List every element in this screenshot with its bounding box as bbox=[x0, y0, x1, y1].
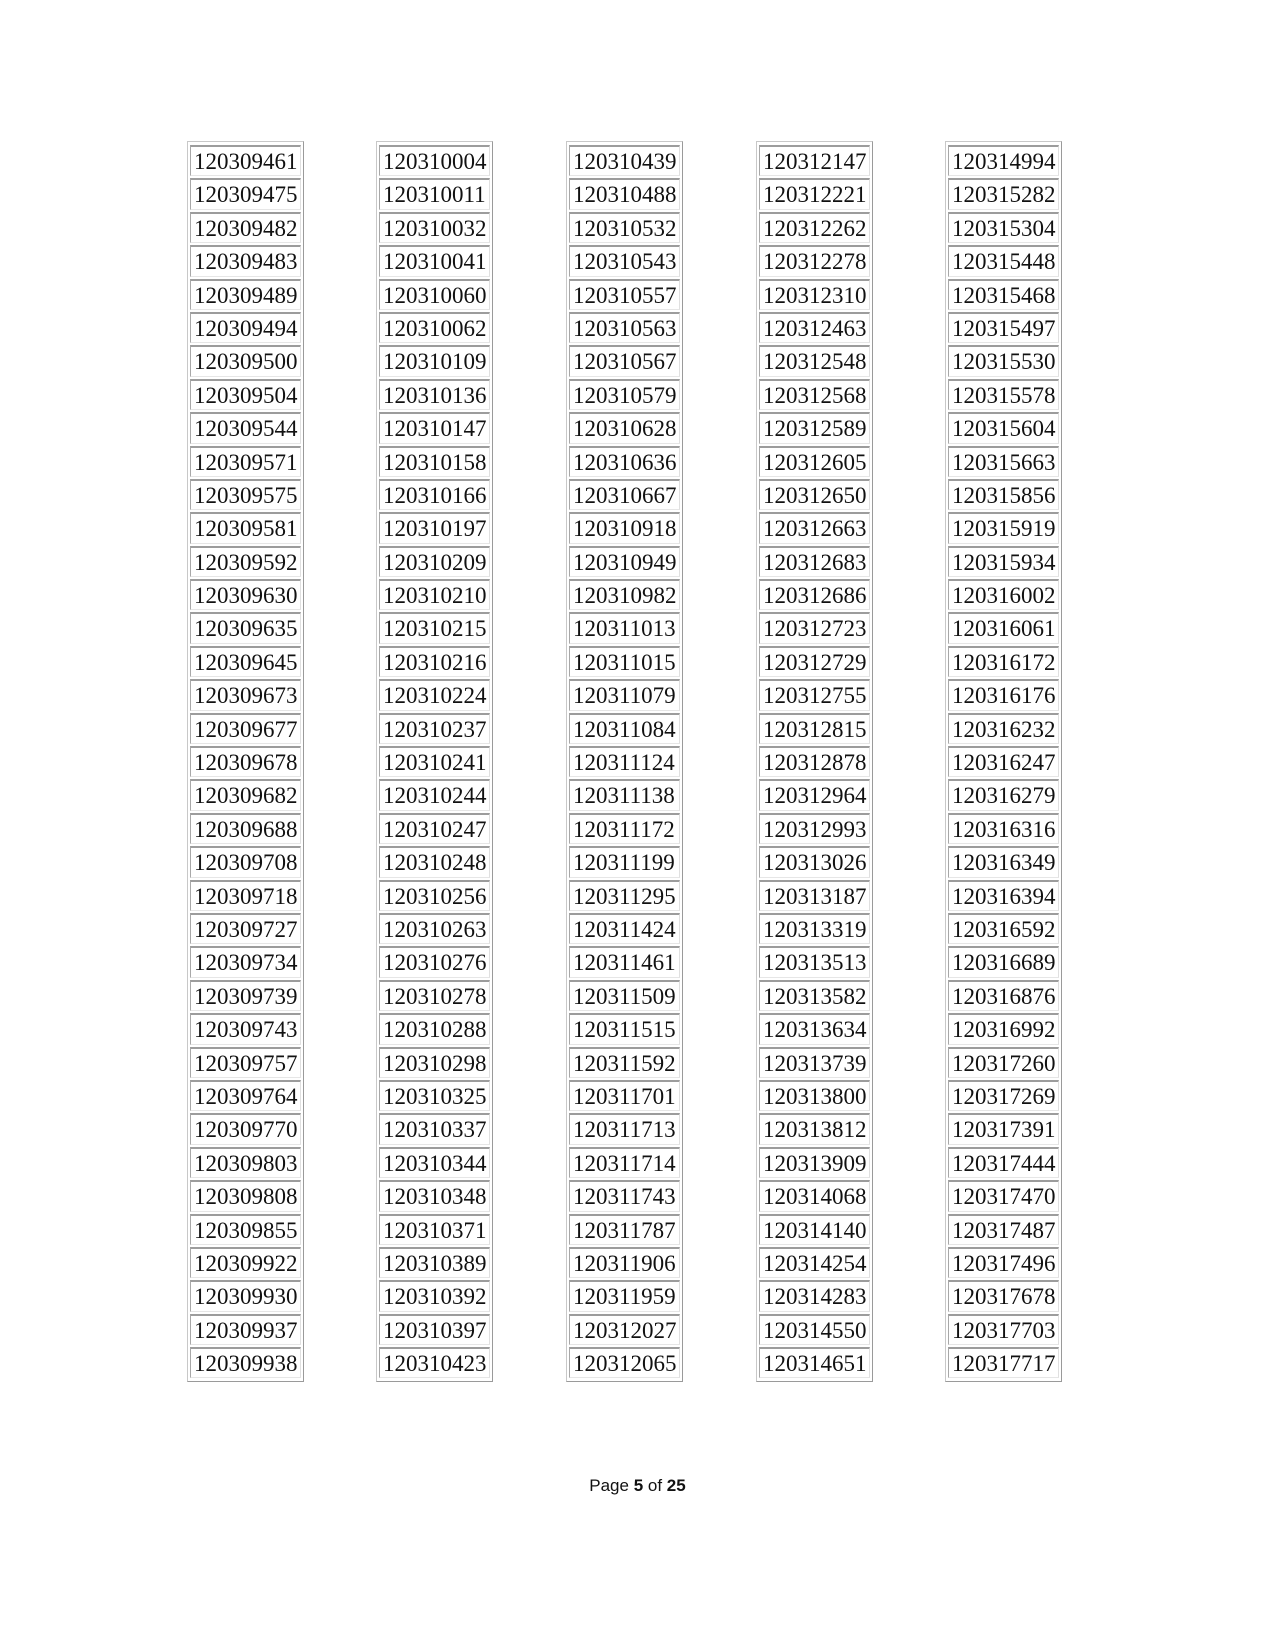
table-cell: 120310158 bbox=[379, 446, 490, 477]
table-cell: 120316876 bbox=[948, 980, 1059, 1011]
number-table-column-3 bbox=[566, 141, 683, 1382]
table-cell: 120316232 bbox=[948, 713, 1059, 744]
table-cell: 120310276 bbox=[379, 946, 490, 977]
table-cell: 120313800 bbox=[759, 1080, 870, 1111]
table-cell: 120310197 bbox=[379, 512, 490, 543]
table-cell: 120314651 bbox=[759, 1347, 870, 1378]
table-cell: 120309673 bbox=[190, 679, 301, 710]
table-cell: 120315578 bbox=[948, 379, 1059, 410]
table-cell: 120312993 bbox=[759, 813, 870, 844]
table-cell: 120309718 bbox=[190, 880, 301, 911]
table-cell: 120311295 bbox=[569, 880, 680, 911]
table-cell: 120315919 bbox=[948, 512, 1059, 543]
table-cell: 120310567 bbox=[569, 345, 680, 376]
table-cell: 120309922 bbox=[190, 1247, 301, 1278]
table-cell: 120315856 bbox=[948, 479, 1059, 510]
table-cell: 120316002 bbox=[948, 579, 1059, 610]
table-cell: 120311592 bbox=[569, 1047, 680, 1078]
table-cell: 120316061 bbox=[948, 612, 1059, 643]
table-cell: 120315497 bbox=[948, 312, 1059, 343]
table-cell: 120312815 bbox=[759, 713, 870, 744]
table-cell: 120310543 bbox=[569, 245, 680, 276]
table-cell: 120312663 bbox=[759, 512, 870, 543]
table-cell: 120314140 bbox=[759, 1214, 870, 1245]
table-cell: 120309475 bbox=[190, 178, 301, 209]
table-cell: 120310532 bbox=[569, 212, 680, 243]
table-cell: 120310628 bbox=[569, 412, 680, 443]
table-cell: 120309764 bbox=[190, 1080, 301, 1111]
current-page-number: 5 bbox=[633, 1476, 644, 1495]
table-cell: 120316689 bbox=[948, 946, 1059, 977]
table-cell: 120312262 bbox=[759, 212, 870, 243]
table-cell: 120309757 bbox=[190, 1047, 301, 1078]
table-cell: 120309727 bbox=[190, 913, 301, 944]
table-cell: 120309803 bbox=[190, 1147, 301, 1178]
table-cell: 120309708 bbox=[190, 846, 301, 877]
table-cell: 120316349 bbox=[948, 846, 1059, 877]
page-label: Page bbox=[589, 1476, 634, 1495]
table-cell: 120310557 bbox=[569, 279, 680, 310]
table-cell: 120310337 bbox=[379, 1113, 490, 1144]
table-cell: 120311701 bbox=[569, 1080, 680, 1111]
table-cell: 120317703 bbox=[948, 1314, 1059, 1345]
table-cell: 120313812 bbox=[759, 1113, 870, 1144]
table-cell: 120316172 bbox=[948, 646, 1059, 677]
table-cell: 120313187 bbox=[759, 880, 870, 911]
table-cell: 120311138 bbox=[569, 779, 680, 810]
table-cell: 120312683 bbox=[759, 546, 870, 577]
table-cell: 120309500 bbox=[190, 345, 301, 376]
table-cell: 120316316 bbox=[948, 813, 1059, 844]
table-cell: 120312723 bbox=[759, 612, 870, 643]
table-cell: 120312027 bbox=[569, 1314, 680, 1345]
table-cell: 120309739 bbox=[190, 980, 301, 1011]
table-cell: 120309581 bbox=[190, 512, 301, 543]
table-cell: 120317260 bbox=[948, 1047, 1059, 1078]
table-cell: 120310004 bbox=[379, 145, 490, 176]
table-cell: 120309688 bbox=[190, 813, 301, 844]
table-cell: 120310348 bbox=[379, 1180, 490, 1211]
table-cell: 120309571 bbox=[190, 446, 301, 477]
table-cell: 120310011 bbox=[379, 178, 490, 209]
table-cell: 120317269 bbox=[948, 1080, 1059, 1111]
table-cell: 120311743 bbox=[569, 1180, 680, 1211]
table-cell: 120311906 bbox=[569, 1247, 680, 1278]
table-cell: 120310210 bbox=[379, 579, 490, 610]
table-cell: 120310423 bbox=[379, 1347, 490, 1378]
number-table-column-5 bbox=[945, 141, 1062, 1382]
table-cell: 120310032 bbox=[379, 212, 490, 243]
table-cell: 120310060 bbox=[379, 279, 490, 310]
table-cell: 120310439 bbox=[569, 145, 680, 176]
table-cell: 120315468 bbox=[948, 279, 1059, 310]
table-cell: 120313739 bbox=[759, 1047, 870, 1078]
table-cell: 120312147 bbox=[759, 145, 870, 176]
table-cell: 120310949 bbox=[569, 546, 680, 577]
table-cell: 120309937 bbox=[190, 1314, 301, 1345]
table-cell: 120310371 bbox=[379, 1214, 490, 1245]
table-cell: 120311013 bbox=[569, 612, 680, 643]
table-cell: 120316279 bbox=[948, 779, 1059, 810]
table-cell: 120311959 bbox=[569, 1280, 680, 1311]
table-cell: 120317496 bbox=[948, 1247, 1059, 1278]
table-cell: 120313026 bbox=[759, 846, 870, 877]
table-cell: 120317487 bbox=[948, 1214, 1059, 1245]
table-cell: 120313909 bbox=[759, 1147, 870, 1178]
table-cell: 120310344 bbox=[379, 1147, 490, 1178]
table-cell: 120312686 bbox=[759, 579, 870, 610]
table-cell: 120310224 bbox=[379, 679, 490, 710]
table-cell: 120310241 bbox=[379, 746, 490, 777]
table-cell: 120311124 bbox=[569, 746, 680, 777]
table-cell: 120313582 bbox=[759, 980, 870, 1011]
table-cell: 120312278 bbox=[759, 245, 870, 276]
table-cell: 120314994 bbox=[948, 145, 1059, 176]
table-cell: 120311515 bbox=[569, 1013, 680, 1044]
table-cell: 120309635 bbox=[190, 612, 301, 643]
table-cell: 120313513 bbox=[759, 946, 870, 977]
table-cell: 120310062 bbox=[379, 312, 490, 343]
table-cell: 120312729 bbox=[759, 646, 870, 677]
table-cell: 120310248 bbox=[379, 846, 490, 877]
table-cell: 120310215 bbox=[379, 612, 490, 643]
table-cell: 120315530 bbox=[948, 345, 1059, 376]
table-cell: 120310982 bbox=[569, 579, 680, 610]
table-cell: 120309855 bbox=[190, 1214, 301, 1245]
table-cell: 120311461 bbox=[569, 946, 680, 977]
table-cell: 120316247 bbox=[948, 746, 1059, 777]
table-cell: 120315604 bbox=[948, 412, 1059, 443]
table-cell: 120309592 bbox=[190, 546, 301, 577]
table-cell: 120309645 bbox=[190, 646, 301, 677]
table-cell: 120310247 bbox=[379, 813, 490, 844]
table-cell: 120315304 bbox=[948, 212, 1059, 243]
table-cell: 120310392 bbox=[379, 1280, 490, 1311]
table-cell: 120309494 bbox=[190, 312, 301, 343]
table-cell: 120314068 bbox=[759, 1180, 870, 1211]
table-cell: 120310216 bbox=[379, 646, 490, 677]
table-cell: 120310563 bbox=[569, 312, 680, 343]
table-cell: 120311199 bbox=[569, 846, 680, 877]
table-cell: 120310918 bbox=[569, 512, 680, 543]
page-of-label: of bbox=[643, 1476, 667, 1495]
table-cell: 120312755 bbox=[759, 679, 870, 710]
table-cell: 120310288 bbox=[379, 1013, 490, 1044]
table-cell: 120317678 bbox=[948, 1280, 1059, 1311]
table-cell: 120309734 bbox=[190, 946, 301, 977]
table-cell: 120310397 bbox=[379, 1314, 490, 1345]
table-cell: 120309808 bbox=[190, 1180, 301, 1211]
table-cell: 120312065 bbox=[569, 1347, 680, 1378]
table-cell: 120316992 bbox=[948, 1013, 1059, 1044]
table-cell: 120312605 bbox=[759, 446, 870, 477]
table-cell: 120312463 bbox=[759, 312, 870, 343]
table-cell: 120309677 bbox=[190, 713, 301, 744]
table-cell: 120310278 bbox=[379, 980, 490, 1011]
table-cell: 120312548 bbox=[759, 345, 870, 376]
table-cell: 120309575 bbox=[190, 479, 301, 510]
table-cell: 120309930 bbox=[190, 1280, 301, 1311]
number-table-column-2 bbox=[376, 141, 493, 1382]
table-cell: 120310488 bbox=[569, 178, 680, 209]
table-cell: 120310298 bbox=[379, 1047, 490, 1078]
table-cell: 120309461 bbox=[190, 145, 301, 176]
table-cell: 120309544 bbox=[190, 412, 301, 443]
table-cell: 120315663 bbox=[948, 446, 1059, 477]
table-cell: 120309678 bbox=[190, 746, 301, 777]
table-cell: 120310041 bbox=[379, 245, 490, 276]
table-cell: 120310263 bbox=[379, 913, 490, 944]
table-cell: 120310389 bbox=[379, 1247, 490, 1278]
table-cell: 120315448 bbox=[948, 245, 1059, 276]
table-cell: 120313319 bbox=[759, 913, 870, 944]
table-cell: 120317391 bbox=[948, 1113, 1059, 1144]
table-cell: 120317444 bbox=[948, 1147, 1059, 1178]
table-cell: 120309770 bbox=[190, 1113, 301, 1144]
table-cell: 120310166 bbox=[379, 479, 490, 510]
table-cell: 120317470 bbox=[948, 1180, 1059, 1211]
table-cell: 120311424 bbox=[569, 913, 680, 944]
table-cell: 120309482 bbox=[190, 212, 301, 243]
table-cell: 120312589 bbox=[759, 412, 870, 443]
table-cell: 120312650 bbox=[759, 479, 870, 510]
table-cell: 120310579 bbox=[569, 379, 680, 410]
table-cell: 120310244 bbox=[379, 779, 490, 810]
table-cell: 120311713 bbox=[569, 1113, 680, 1144]
table-cell: 120312310 bbox=[759, 279, 870, 310]
table-cell: 120317717 bbox=[948, 1347, 1059, 1378]
table-cell: 120309483 bbox=[190, 245, 301, 276]
table-cell: 120311787 bbox=[569, 1214, 680, 1245]
table-cell: 120309630 bbox=[190, 579, 301, 610]
number-table-column-1 bbox=[187, 141, 304, 1382]
table-cell: 120312878 bbox=[759, 746, 870, 777]
table-cell: 120311015 bbox=[569, 646, 680, 677]
table-cell: 120309938 bbox=[190, 1347, 301, 1378]
table-cell: 120316176 bbox=[948, 679, 1059, 710]
table-cell: 120314283 bbox=[759, 1280, 870, 1311]
table-cell: 120314550 bbox=[759, 1314, 870, 1345]
table-cell: 120309504 bbox=[190, 379, 301, 410]
table-cell: 120311714 bbox=[569, 1147, 680, 1178]
table-cell: 120310636 bbox=[569, 446, 680, 477]
number-table-column-4 bbox=[756, 141, 873, 1382]
table-cell: 120312568 bbox=[759, 379, 870, 410]
table-cell: 120311084 bbox=[569, 713, 680, 744]
table-cell: 120313634 bbox=[759, 1013, 870, 1044]
table-cell: 120310209 bbox=[379, 546, 490, 577]
table-cell: 120310325 bbox=[379, 1080, 490, 1111]
table-cell: 120316394 bbox=[948, 880, 1059, 911]
table-cell: 120312221 bbox=[759, 178, 870, 209]
table-cell: 120311509 bbox=[569, 980, 680, 1011]
table-cell: 120309682 bbox=[190, 779, 301, 810]
table-cell: 120310147 bbox=[379, 412, 490, 443]
table-cell: 120309743 bbox=[190, 1013, 301, 1044]
table-cell: 120310136 bbox=[379, 379, 490, 410]
table-cell: 120314254 bbox=[759, 1247, 870, 1278]
table-cell: 120310237 bbox=[379, 713, 490, 744]
table-cell: 120311172 bbox=[569, 813, 680, 844]
table-cell: 120311079 bbox=[569, 679, 680, 710]
table-cell: 120315934 bbox=[948, 546, 1059, 577]
page-footer bbox=[0, 1476, 1275, 1496]
table-cell: 120310256 bbox=[379, 880, 490, 911]
total-pages-number: 25 bbox=[666, 1476, 686, 1495]
table-cell: 120310667 bbox=[569, 479, 680, 510]
table-cell: 120315282 bbox=[948, 178, 1059, 209]
table-cell: 120312964 bbox=[759, 779, 870, 810]
table-cell: 120309489 bbox=[190, 279, 301, 310]
table-cell: 120310109 bbox=[379, 345, 490, 376]
table-cell: 120316592 bbox=[948, 913, 1059, 944]
